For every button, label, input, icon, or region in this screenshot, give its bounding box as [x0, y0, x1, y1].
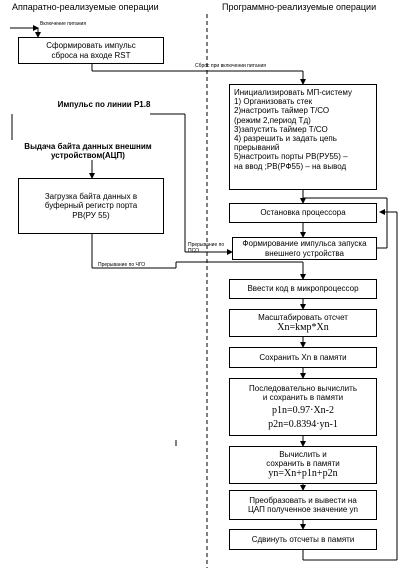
block-form-start-line2: внешнего устройства — [264, 248, 344, 258]
interrupt-pso-text-2: ПСО — [188, 248, 199, 254]
block-init-line5: 3)запустить таймер Т/СО — [234, 124, 328, 134]
block-init-line2: 1) Организовать стек — [234, 97, 313, 107]
block-init — [229, 84, 377, 190]
interrupt-chgo-text-2: ЧГО — [135, 262, 146, 268]
block-form-reset-line2: сброса на входе RST — [51, 50, 131, 60]
reset-power-label: Сброс при включении питания — [195, 63, 266, 69]
block-load-byte-line3: PB(РУ 55) — [72, 210, 110, 220]
block-scale-formula: Xn=kмр*Xn — [277, 321, 329, 333]
output-byte-line1: Выдача байта данных внешним — [24, 142, 152, 151]
block-shift-text: Сдвинуть отсчеты в памяти — [251, 534, 355, 544]
block-init-line7: прерываний — [234, 143, 280, 153]
block-form-reset-line1: Сформировать импульс — [46, 41, 136, 51]
block-load-byte-line2: буферный регистр порта — [44, 201, 138, 211]
block-init-line8: 5)настроить порты РВ(РУ55) – — [234, 152, 348, 162]
block-convert-out-line1: Преобразовать и вывести на — [249, 495, 357, 505]
block-save-xn-text: Сохранить Xn в памяти — [259, 352, 347, 362]
block-compute-y-line1: Вычислить и — [279, 450, 327, 460]
block-scale — [229, 309, 377, 337]
block-load-byte — [18, 178, 164, 234]
block-input-code — [229, 279, 377, 299]
block-compute-y — [229, 446, 377, 484]
output-byte-label — [14, 142, 162, 160]
block-init-line4: (режим 2,период Тд) — [234, 115, 311, 125]
block-compute-y-formula: yn=Xn+p1n+p2n — [268, 468, 338, 480]
block-init-line9: на ввод ;РВ(РФ55) – на вывод — [234, 161, 347, 171]
block-init-line3: 2)настроить таймер Т/СО — [234, 106, 330, 116]
interrupt-chgo-text: Прерывание по — [98, 262, 135, 268]
block-compute-p-line2: и сохранить в памяти — [262, 393, 344, 402]
block-compute-p-formula1: p1n=0.97·Xn-2 — [271, 405, 334, 417]
block-load-byte-line1: Загрузка байта данных в — [44, 192, 138, 202]
power-on-label: Включение питания — [40, 21, 87, 27]
block-compute-p-line1: Последовательно вычислить — [249, 383, 357, 393]
block-compute-y-line2: сохранить в памяти — [266, 459, 340, 469]
block-init-line1: Инициализировать МП-систему — [234, 88, 352, 97]
block-save-xn — [229, 347, 377, 368]
block-scale-line1: Масштабировать отсчет — [258, 312, 348, 322]
block-compute-p-formula2: p2n=0.8394·yn-1 — [268, 418, 338, 430]
interrupt-chgo-label — [98, 262, 145, 268]
header-software: Программно-реализуемые операции — [222, 2, 377, 12]
output-byte-line2: устройством(АЦП) — [51, 151, 125, 161]
block-stop-cpu — [229, 203, 377, 223]
block-form-reset — [18, 37, 164, 64]
interrupt-pso-text: Прерывание по — [188, 242, 225, 248]
block-convert-out-line2: ЦАП полученное значение yn — [248, 505, 358, 514]
block-compute-p — [229, 378, 377, 436]
block-init-line6: 4) разрешить и задать цепь — [234, 133, 337, 143]
block-input-code-text: Ввести код в микропроцессор — [247, 284, 359, 294]
interrupt-pso-label — [188, 242, 224, 254]
block-form-start — [232, 237, 377, 260]
pulse-p18-label: Импульс по линии Р1.8 — [57, 100, 151, 109]
block-convert-out — [229, 490, 377, 520]
header-hardware: Аппаратно-реализуемые операции — [12, 2, 159, 12]
block-shift — [229, 529, 377, 550]
block-form-start-line1: Формирование импульса запуска — [242, 239, 367, 249]
block-stop-cpu-text: Остановка процессора — [260, 208, 346, 218]
